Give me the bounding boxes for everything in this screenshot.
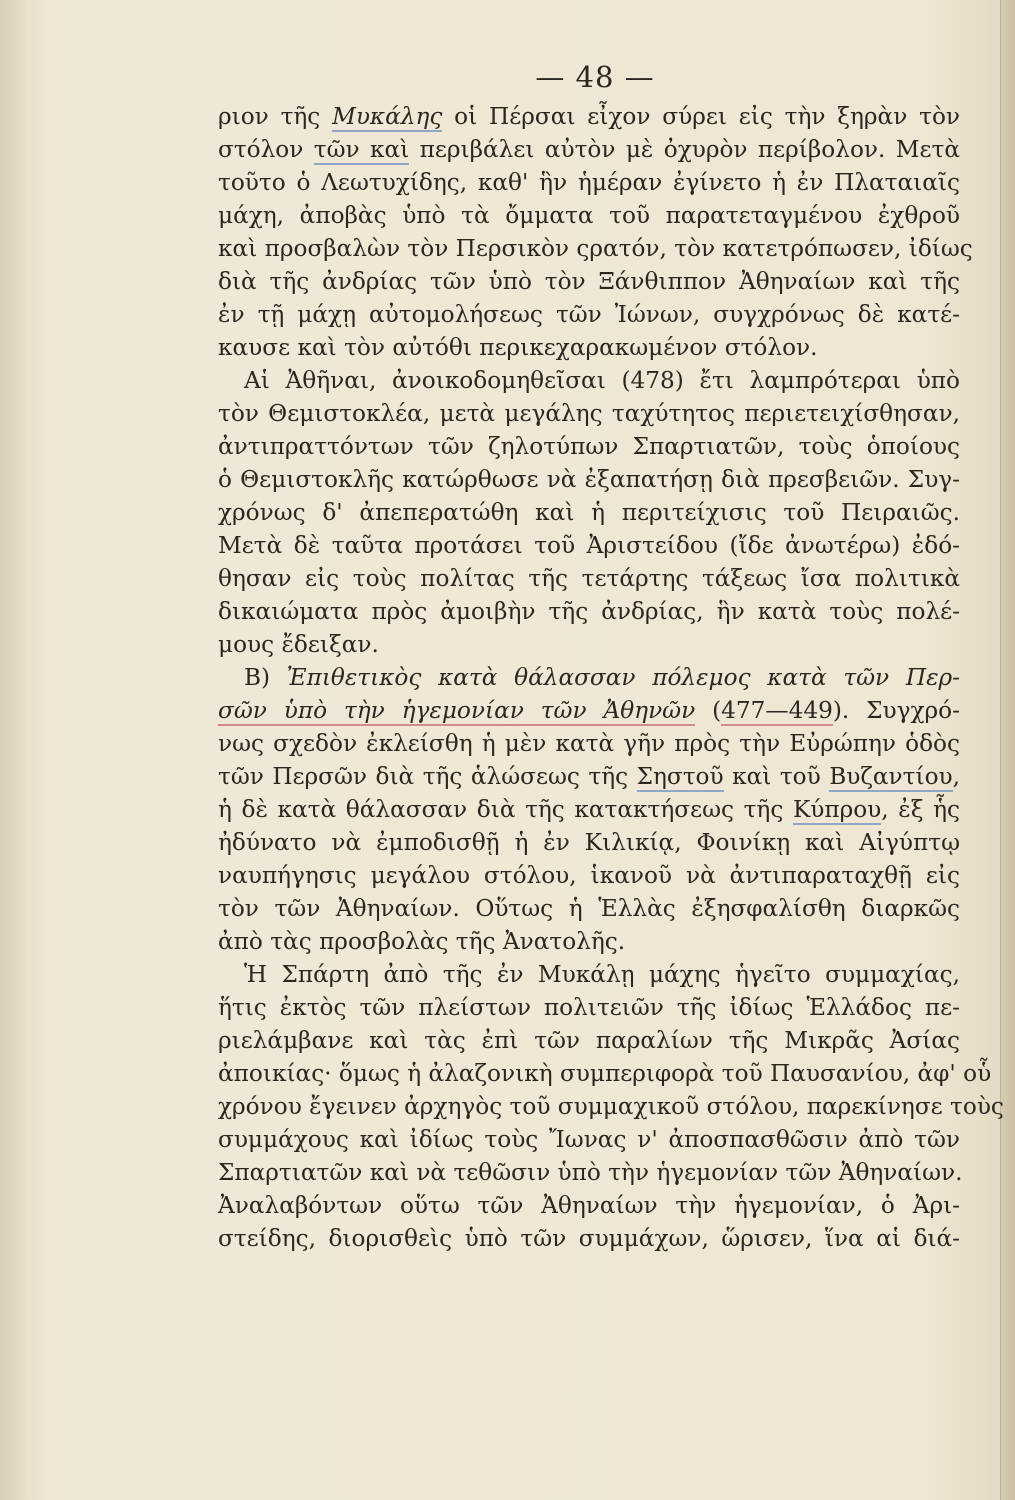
text-segment: ριον τῆς — [218, 103, 333, 130]
page-number: — 48 — — [535, 60, 655, 94]
text-line — [218, 100, 960, 133]
text-segment: οἱ Πέρσαι εἶχον σύρει εἰς τὴν ξηρὰν τὸν — [442, 103, 960, 130]
text-line — [218, 826, 960, 859]
text-segment: διὰ τῆς ἀνδρίας τῶν ὑπὸ τὸν Ξάνθιππον Ἀθηναίων καὶ τῆς — [218, 268, 960, 295]
text-line — [218, 991, 960, 1024]
text-segment: δικαιώματα πρὸς ἀμοιβὴν τῆς ἀνδρίας, ἣν κατὰ τοὺς πολέ- — [218, 598, 960, 625]
text-line — [218, 331, 960, 364]
text-segment: τῶν Περσῶν διὰ τῆς ἁλώσεως τῆς — [218, 763, 637, 790]
text-line — [218, 562, 960, 595]
text-segment: μάχη, ἀποβὰς ὑπὸ τὰ ὄμματα τοῦ παρατεταγμένου ἐχθροῦ — [218, 202, 960, 229]
text-segment: ἀντιπραττόντων τῶν ζηλοτύπων Σπαρτιατῶν, τοὺς ὁποίους — [218, 433, 960, 460]
text-line — [218, 1024, 960, 1057]
text-line — [218, 760, 960, 793]
text-segment: τοῦτο ὁ Λεωτυχίδης, καθ' ἣν ἡμέραν ἐγίνετο ἡ ἐν Πλαταιαῖς — [218, 169, 960, 196]
text-line — [218, 793, 960, 826]
text-segment: Αἱ Ἀθῆναι, ἀνοικοδομηθεῖσαι (478) ἔτι λαμπρότεραι ὑπὸ — [244, 367, 960, 394]
text-segment: Μυκάλης — [332, 103, 443, 130]
text-segment: τὸν Θεμιστοκλέα, μετὰ μεγάλης ταχύτητος περιετειχίσθησαν, — [218, 400, 960, 427]
text-segment: ( — [695, 697, 722, 724]
text-line — [218, 1189, 960, 1222]
text-line — [218, 1156, 963, 1189]
text-segment: καυσε καὶ τὸν αὐτόθι περικεχαρακωμένον στόλον. — [218, 334, 818, 361]
text-line — [218, 166, 960, 199]
text-segment: 477—449 — [721, 697, 833, 724]
text-segment: ἠδύνατο νὰ ἐμποδισθῇ ἡ ἐν Κιλικίᾳ, Φοινίκῃ καὶ Αἰγύπτῳ — [218, 829, 960, 856]
text-line — [218, 958, 960, 991]
page-edge — [1000, 0, 1015, 1500]
text-segment: Σπαρτιατῶν καὶ νὰ τεθῶσιν ὑπὸ τὴν ἡγεμονίαν τῶν Ἀθηναίων. — [218, 1159, 963, 1186]
text-segment: , — [952, 763, 960, 790]
text-line — [218, 298, 960, 331]
text-segment: ἀπὸ τὰς προσβολὰς τῆς Ἀνατολῆς. — [218, 928, 626, 955]
text-line — [218, 1057, 992, 1090]
text-segment: καὶ τοῦ — [723, 763, 830, 790]
text-segment: Β) — [244, 664, 287, 691]
text-line — [218, 595, 960, 628]
text-segment: Ἐπιθετικὸς κατὰ θάλασσαν πόλεμος κατὰ τῶν Περ- — [286, 664, 960, 691]
text-line — [218, 727, 960, 760]
text-line — [218, 265, 960, 298]
text-segment: ἀποικίας· ὅμως ἡ ἀλαζονικὴ συμπεριφορὰ τοῦ Παυσανίου, ἀφ' οὗ — [218, 1060, 992, 1087]
text-segment: θησαν εἰς τοὺς πολίτας τῆς τετάρτης τάξεως ἴσα πολιτικὰ — [218, 565, 960, 592]
text-segment: μους ἔδειξαν. — [218, 631, 379, 658]
text-line — [218, 430, 960, 463]
text-segment: ὁ Θεμιστοκλῆς κατώρθωσε νὰ ἐξαπατήσῃ διὰ πρεσβειῶν. Συγ- — [218, 466, 960, 493]
text-line — [218, 1222, 960, 1255]
text-segment: χρόνως δ' ἀπεπερατώθη καὶ ἡ περιτείχισις τοῦ Πειραιῶς. — [218, 499, 960, 526]
text-line — [218, 1090, 1004, 1123]
text-line — [218, 925, 960, 958]
text-segment: ἐν τῇ μάχῃ αὐτομολήσεως τῶν Ἰώνων, συγχρόνως δὲ κατέ- — [218, 301, 960, 328]
text-segment: τὸν τῶν Ἀθηναίων. Οὕτως ἡ Ἑλλὰς ἐξησφαλίσθη διαρκῶς — [218, 895, 960, 922]
text-segment: ριελάμβανε καὶ τὰς ἐπὶ τῶν παραλίων τῆς Μικρᾶς Ἀσίας — [218, 1027, 960, 1054]
text-line — [218, 529, 960, 562]
body-text — [218, 100, 1004, 1255]
text-segment: Σηστοῦ — [636, 763, 724, 790]
text-line — [218, 1123, 960, 1156]
text-segment: Ἀναλαβόντων οὕτω τῶν Ἀθηναίων τὴν ἡγεμονίαν, ὁ Ἀρι- — [218, 1192, 960, 1219]
text-line — [218, 397, 960, 430]
text-segment: σῶν ὑπὸ τὴν ἡγεμονίαν τῶν Ἀθηνῶν — [218, 697, 696, 724]
text-line — [218, 232, 973, 265]
text-segment: τῶν καὶ — [313, 136, 410, 163]
text-line — [218, 661, 960, 694]
text-line — [218, 496, 960, 529]
text-line — [218, 859, 960, 892]
text-line — [218, 628, 960, 661]
text-segment: Κύπρου — [792, 796, 882, 823]
text-line — [218, 463, 960, 496]
text-line — [218, 133, 960, 166]
page-gutter-shadow — [0, 0, 28, 1500]
text-line — [218, 199, 960, 232]
text-segment: ἡ δὲ κατὰ θάλασσαν διὰ τῆς κατακτήσεως τῆς — [218, 796, 793, 823]
text-segment: ). Συγχρό- — [832, 697, 960, 724]
text-segment: νως σχεδὸν ἐκλείσθη ἡ μὲν κατὰ γῆν πρὸς τὴν Εὐρώπην ὁδὸς — [218, 730, 960, 757]
text-segment: ναυπήγησις μεγάλου στόλου, ἱκανοῦ νὰ ἀντιπαραταχθῇ εἰς — [218, 862, 960, 889]
text-segment: περιβάλει αὐτὸν μὲ ὀχυρὸν περίβολον. Μετὰ — [409, 136, 960, 163]
text-segment: Βυζαντίου — [829, 763, 953, 790]
text-segment: καὶ προσβαλὼν τὸν Περσικὸν ςρατόν, τὸν κατετρόπωσεν, ἰδίως — [218, 235, 973, 262]
text-segment: , ἐξ ἧς — [881, 796, 960, 823]
text-segment: στόλον — [218, 136, 314, 163]
text-line — [218, 694, 960, 727]
text-segment: στείδης, διορισθεὶς ὑπὸ τῶν συμμάχων, ὥρισεν, ἵνα αἱ διά- — [218, 1225, 960, 1252]
text-line — [218, 892, 960, 925]
text-segment: ἥτις ἐκτὸς τῶν πλείστων πολιτειῶν τῆς ἰδίως Ἑλλάδος πε- — [218, 994, 960, 1021]
text-segment: Μετὰ δὲ ταῦτα προτάσει τοῦ Ἀριστείδου (ἴδε ἀνωτέρω) ἐδό- — [218, 532, 960, 559]
text-segment: χρόνου ἔγεινεν ἀρχηγὸς τοῦ συμμαχικοῦ στόλου, παρεκίνησε τοὺς — [218, 1093, 1004, 1120]
text-segment: συμμάχους καὶ ἰδίως τοὺς Ἴωνας ν' ἀποσπασθῶσιν ἀπὸ τῶν — [218, 1126, 960, 1153]
text-line — [218, 364, 960, 397]
text-segment: Ἡ Σπάρτη ἀπὸ τῆς ἐν Μυκάλῃ μάχης ἡγεῖτο συμμαχίας, — [244, 961, 960, 988]
